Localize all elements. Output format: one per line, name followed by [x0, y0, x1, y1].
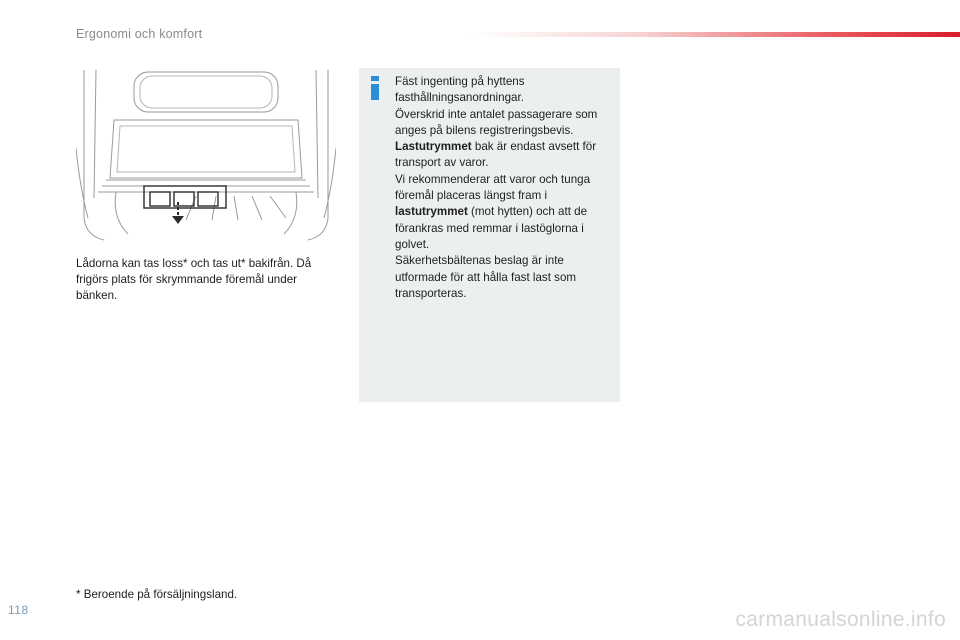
info-icon	[369, 76, 381, 100]
info-text-fragment: (mot hytten) och att de förankras med remmar i lastöglorna i golvet.	[395, 205, 588, 251]
info-paragraph	[395, 139, 615, 172]
watermark[interactable]: carmanualsonline.info	[735, 608, 946, 631]
info-paragraph: Överskrid inte antalet passagerare som anges på bilens registreringsbevis.	[395, 107, 598, 137]
bold-term: Lastutrymmet	[395, 140, 472, 154]
bold-term: lastutrymmet	[395, 205, 468, 219]
cargo-bench-drawer-illustration	[76, 68, 336, 242]
section-title: Ergonomi och komfort	[76, 27, 203, 41]
info-text-fragment: bak är endast avsett för transport av varor.	[395, 140, 597, 170]
drawer-description: Lådorna kan tas loss* och tas ut* bakifrån. Då frigörs plats för skrymmande föremål under bänken.	[76, 257, 312, 302]
header-accent-bar	[470, 32, 960, 37]
info-box	[359, 68, 620, 402]
info-text	[395, 74, 615, 302]
info-text-fragment: Vi rekommenderar att varor och tunga föremål placeras längst fram i	[395, 172, 591, 203]
info-paragraph	[395, 172, 615, 253]
footnote: * Beroende på försäljningsland.	[76, 588, 238, 601]
info-paragraph: Säkerhetsbältenas beslag är inte utformade för att hålla fast last som transporteras.	[395, 254, 577, 300]
info-paragraph: Fäst ingenting på hyttens fasthållningsanordningar.	[395, 75, 525, 105]
page-number: 118	[8, 603, 29, 617]
